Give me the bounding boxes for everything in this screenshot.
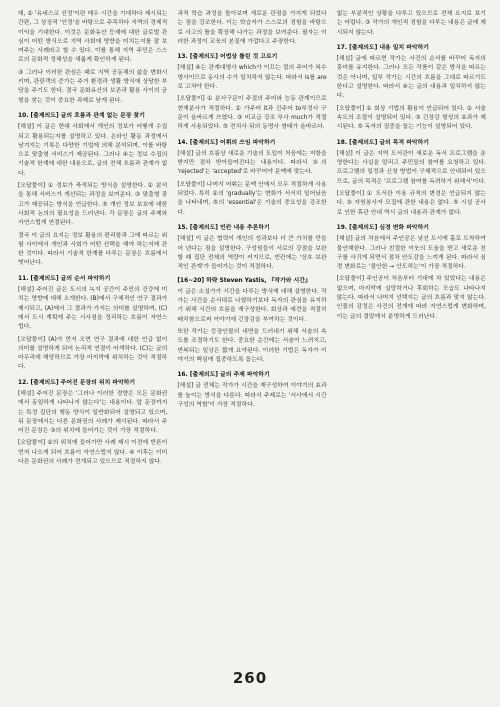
paragraph: [오답풀이] ① 정보가 축적되는 방식을 설명한다. ② 분석을 통해 서비스가 개선되는 과정을 보여준다. ③ 맞춤형 광고가 제공되는 방식을 언급한다. ⑤ 개인 정보 보호에 대한 사회적 논의의 필요성을 드러낸다. 각 문장은 글의 주제와 자연스럽게 연결된다. <box>18 183 168 227</box>
question-heading: 19. [출제의도] 심경 변화 파악하기 <box>336 224 429 231</box>
paragraph: [해설] 글에 따르면 작가는 사건의 순서를 바꾸어 독자의 흥미를 유지한다. 그러나 모든 작품이 같은 방식을 따르는 것은 아니며, 일부 작가는 시간의 흐름을 그대로 따르기도 한다고 설명한다. 따라서 ④는 글의 내용과 일치하지 않는다. <box>336 56 486 100</box>
question-heading: 14. [출제의도] 어휘의 쓰임 파악하기 <box>177 139 276 146</box>
paragraph: [해설] 글의 처음에서 주인공은 낯선 도시에 홀로 도착하여 불안해한다. 그러나 친절한 이웃의 도움을 받고 새로운 친구를 사귀게 되면서 점차 안도감을 느끼게 된다. 따라서 심경 변화로는 '불안한 → 안도하는'이 가장 적절하다. <box>336 236 486 271</box>
question-heading: 12. [출제의도] 주어진 문장의 위치 파악하기 <box>18 379 136 386</box>
question-heading: 13. [출제의도] 어법상 틀린 것 고르기 <box>177 54 278 61</box>
paragraph: [해설] 이 글은 현대 사회에서 개인의 정보가 어떻게 수집되고 활용되는지를 설명하고 있다. 온라인 활동 과정에서 남겨지는 기록은 다양한 기업에 의해 분석되며, 이를 바탕으로 맞춤형 서비스가 제공된다. 그러나 ④는 정보 수집의 기술적 한계에 대한 내용으로, 글의 전체 흐름과 관계가 없다. <box>18 124 168 177</box>
paragraph: [해설] 주어진 글은 도시의 녹지 공간이 주민의 건강에 미치는 영향에 대해 소개한다. (B)에서 구체적인 연구 결과가 제시되고, (A)에서 그 결과가 가지는 의미를 설명하며, (C)에서 도시 계획에 주는 시사점을 정리하는 흐름이 자연스럽다. <box>18 287 168 331</box>
paragraph: 없는 부분적인 상황을 다루고 있으므로 전체 요지로 보기는 어렵다. ③ 작가의 개인적 경험을 다루는 내용은 글에 제시되지 않는다. <box>336 11 486 36</box>
paragraph: [해설] 글 전체는 작가가 시간을 재구성하여 이야기의 효과를 높이는 방식을 다룬다. 따라서 주제로는 '서사에서 시간 구성의 역할'이 가장 적절하다. <box>177 383 327 408</box>
column-right <box>337 10 486 662</box>
paragraph: [오답풀이] ① 도서관 이용 규칙의 변경은 언급되지 않는다. ③ 자원봉사자 모집에 관한 내용은 없다. ⑤ 시설 공사로 인한 휴관 안내 역시 글의 내용과 관계가 없다. <box>336 191 486 216</box>
paragraph: 데, ② '유네스코 선정'이란 매우 시간을 기대하다 제시되는 간판, 그 상징적 '인정'을 바탕으로 주목하다 지역의 경제적 이익을 기대한다. 이것은 문화유산 등재에 대한 글로벌 관심이 어떤 방식으로 지역 사회에 영향을 미치는지를 잘 보여주는 사례라고 할 수 있다. 이를 통해 지역 주민은 스스로의 문화적 정체성을 새롭게 확인하게 된다. <box>18 11 168 64</box>
paragraph: ③ 그러나 이러한 관심은 때로 지역 공동체의 삶을 변화시키며, 관광객의 증가는 주거 환경과 생활 방식에 상당한 부담을 주기도 한다. 결국 문화유산의 보존과 활용 사이의 균형을 찾는 것이 중요한 과제로 남게 된다. <box>18 69 168 104</box>
column-left <box>18 10 167 662</box>
page-footer <box>0 668 500 687</box>
question-heading: 15. [출제의도] 빈칸 내용 추론하기 <box>177 224 270 231</box>
paragraph: [해설] 글의 흐름상 새로운 기술의 도입이 처음에는 저항을 받지만 점차 받아들여진다는 내용이다. 따라서 ③의 'rejected'는 'accepted'로 바꾸어야 문맥에 맞는다. <box>177 150 327 176</box>
paragraph: [오답풀이] 나머지 어휘는 문맥 안에서 모두 적절하게 사용되었다. 특히 ②의 'gradually'는 변화가 서서히 일어났음을 나타내며, ⑤의 'essential'은 기술의 중요성을 강조한다. <box>177 181 327 216</box>
paragraph: 이 글은 소설가가 시간을 다루는 방식에 대해 설명한다. 작가는 사건을 순서대로 나열하기보다 독자의 관심을 유지하기 위해 시간의 흐름을 재구성한다. 회상과 예견을 적절히 배치함으로써 이야기에 긴장감을 부여하는 것이다. <box>177 288 327 323</box>
question-heading: 16. [출제의도] 글의 주제 파악하기 <box>177 372 270 379</box>
paragraph: 과적 학습 과정을 돌아보며 새로운 관점을 가지게 되었다는 점을 강조한다. 이는 학습자가 스스로의 경험을 바탕으로 사고의 틀을 확장해 나가는 과정을 보여준다. 필자는 이러한 과정이 교육의 본질에 가깝다고 주장한다. <box>177 11 327 45</box>
paragraph: [해설] 이 글은 지역 도서관이 새로운 독서 프로그램을 운영한다는 사실을 알리고 주민들의 참여를 요청하고 있다. 프로그램의 일정과 신청 방법이 구체적으로 안내되어 있으므로, 글의 목적은 '프로그램 참여를 독려하기 위해서'이다. <box>336 150 486 185</box>
paragraph: [오답풀이] ②의 위치에 들어가면 사례 제시 이전에 반론이 먼저 나오게 되어 흐름이 자연스럽지 않다. ④ 이후는 이미 다른 문화권의 사례가 전개되고 있으므로 적절하지 않다. <box>18 440 168 466</box>
paragraph: [해설] ④는 관계대명사 which가 이끄는 절의 주어가 복수 명사이므로 동사의 수가 일치하지 않는다. 따라서 is를 are로 고쳐야 한다. <box>177 65 327 91</box>
paragraph: 또한 작가는 등장인물의 내면을 드러내기 위해 서술의 속도를 조절하기도 한다. 중요한 순간에는 서술이 느려지고, 반복되는 일상은 짧게 요약된다. 이러한 기법은 독자가 이야기의 핵심에 집중하도록 돕는다. <box>177 328 327 363</box>
paragraph: [오답풀이] ① 분사구문이 주절의 주어와 능동 관계이므로 현재분사가 적절하다. ② 가주어 it과 진주어 to부정사 구문이 올바르게 쓰였다. ③ 비교급 강조 부사 much가 적절하게 사용되었다. ⑤ 전치사 뒤의 동명사 형태가 올바르다. <box>177 96 327 131</box>
paragraph: [해설] 주어진 문장은 '그러나 이러한 경향은 모든 문화권에서 동일하게 나타나지 않는다'는 내용이다. 앞 문장까지는 특정 집단의 행동 양식이 일반화되어 설명되고 있으며, 뒤 문장에서는 다른 문화권의 사례가 제시된다. 따라서 주어진 문장은 ③의 위치에 들어가는 것이 가장 적절하다. <box>18 390 168 435</box>
passage-reference: [16~20] 하략 Steven Yastis, 『작가와 시간』 <box>177 278 311 285</box>
text-columns <box>18 10 486 662</box>
question-heading: 17. [출제의도] 내용 일치 파악하기 <box>336 44 429 51</box>
paragraph: [해설] 이 글은 협력이 개인의 성과보다 더 큰 가치를 만들어 낸다는 점을 설명한다. 구성원들이 서로의 강점을 보완할 때 집단 전체의 역량이 커지므로, 빈칸에는 '상호 보완적인 관계'가 들어가는 것이 적절하다. <box>177 236 327 271</box>
question-heading: 11. [출제의도] 글의 순서 파악하기 <box>18 275 111 282</box>
question-heading: 18. [출제의도] 글의 목적 파악하기 <box>336 139 429 146</box>
paragraph: [오답풀이] ① 회상 기법의 활용이 언급되어 있다. ② 서술 속도의 조절이 설명되어 있다. ③ 긴장감 형성의 효과가 제시된다. ⑤ 독자의 집중을 돕는 기능이 설명되어 있다. <box>336 105 486 131</box>
paragraph: [오답풀이] (A)가 먼저 오면 연구 결과에 대한 언급 없이 의미를 설명하게 되어 논리적 연결이 어색하다. (C)는 글의 마무리에 해당하므로 가장 마지막에 위치하는 것이 적절하다. <box>18 336 168 371</box>
question-heading: 10. [출제의도] 글의 흐름과 관계 없는 문장 찾기 <box>18 112 145 119</box>
paragraph: [오답풀이] 주인공이 처음부터 기대에 차 있었다는 내용은 없으며, 마지막에 실망하거나 후회하는 모습도 나타나지 않는다. 따라서 나머지 선택지는 글의 흐름과 맞지 않는다. 인물의 감정은 사건의 전개에 따라 자연스럽게 변화하며, 이는 글의 결말에서 분명하게 드러난다. <box>336 276 486 320</box>
page-number: 260 <box>232 669 268 687</box>
column-middle <box>177 10 326 662</box>
paragraph: 결국 이 글의 요지는 정보 활용의 편리함과 그에 따르는 위험 사이에서 개인과 사회가 어떤 선택을 해야 하는지에 관한 것이다. 따라서 기술적 한계를 다루는 문장은 흐름에서 벗어난다. <box>18 232 168 267</box>
